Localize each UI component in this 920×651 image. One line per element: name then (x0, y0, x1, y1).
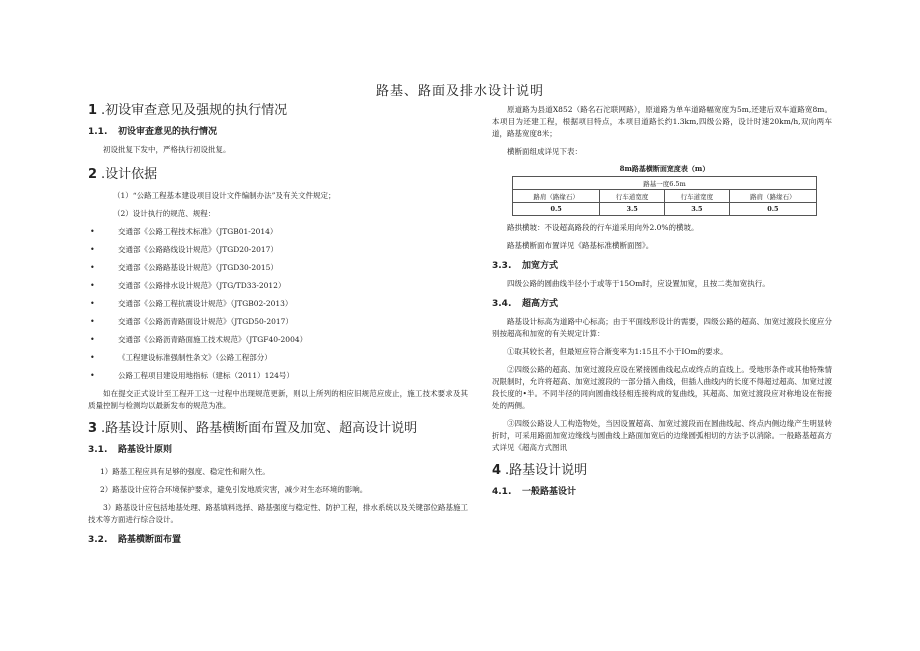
bullet-icon: • (90, 263, 95, 272)
table-title: 8m路基横断面宽度表（m） (619, 164, 710, 173)
section-number: 4.1. (492, 487, 512, 497)
section-title: .路基设计原则、路基横断面布置及加宽、超高设计说明 (101, 421, 418, 436)
section-number: 1.1. (88, 127, 108, 137)
section-title: 一般路基设计 (522, 487, 577, 497)
section-title: 路基设计原则 (118, 445, 173, 455)
paragraph: 原道路为县道X852（路名石沱联网路），原道路为单车道路幅宽度为5m,还建后双车道路宽8m。本项目为还建工程，根据项目特点，本项目道路长约1.3km,四级公路，设计时速20km/h,双向两车道，路基宽度8米； (492, 105, 832, 138)
bullet-icon: • (90, 317, 95, 326)
section-number: 4 (492, 463, 502, 478)
section-title: 加宽方式 (522, 261, 559, 271)
right-column (492, 98, 832, 504)
section-number: 3 (88, 421, 98, 436)
table-header-cell: 行车道宽度 (664, 190, 729, 203)
paragraph: ②四级公路的超高、加宽过渡段应设在紧接圆曲线起点或终点的直线上。受地形条件或其他特殊情况限制时，允许将超高、加宽过渡段的一部分插入曲线，但插人曲线内的长度不得超过超高、加宽过渡段长度的•半。不同半径的同向圆曲线径相连接构成的复曲线，其超高、加宽过渡段应对称地设在衔接处的两侧。 (492, 365, 832, 410)
paragraph: 路基横断面布置详见《路基标准横断面图》。 (507, 241, 654, 250)
paragraph: ③四级公路设人工构造物处，当因设置超高、加宽过渡段而在圆曲线起、终点内侧边缘产生明显转折时，可采用路面加宽边缘线与圆曲线上路面加宽后的边缘圆弧相切的方法予以消除。一般路基超高方式详见《超高方式图讯 (492, 419, 832, 452)
left-column (88, 98, 468, 552)
bullet-icon: • (90, 245, 95, 254)
section-4-1-heading (492, 486, 832, 498)
paragraph: 横断面组成详见下表： (507, 147, 582, 156)
section-number: 3.1. (88, 445, 108, 455)
list-item: • 交通部《公路沥青路面设计规范》（JTGD50-2017） (90, 317, 293, 326)
section-title: 路基横断面布置 (118, 535, 182, 545)
bullet-icon: • (90, 335, 95, 344)
section-2-heading (88, 166, 468, 184)
page-title: 路基、路面及排水设计说明 (375, 84, 544, 99)
list-item: • 公路工程项目建设用地指标（建标（2011）124号） (90, 371, 294, 380)
section-number: 2 (88, 167, 98, 182)
section-3-4-heading (492, 298, 832, 310)
paragraph: 2）路基设计应符合环境保护要求，避免引发地质灾害，减少对生态环境的影响。 (100, 485, 368, 494)
list-item: • 交通部《公路工程抗震设计规范》（JTGB02-2013） (90, 299, 293, 308)
table-header-cell: 路肩（路缘石） (729, 190, 816, 203)
section-3-heading (88, 420, 468, 438)
list-item: • 交通部《公路路线设计规范》（JTGD20-2017） (90, 245, 278, 254)
list-item: • 交通部《公路工程技术标准》（JTGB01-2014） (90, 227, 278, 236)
section-title: .设计依据 (101, 167, 158, 182)
section-title: .初设审查意见及强规的执行情况 (101, 103, 288, 118)
section-1-1-heading (88, 126, 468, 138)
section-title: 初设审查意见的执行情况 (118, 127, 218, 137)
list-item: • 交通部《公路沥青路面施工技术规范》（JTGF40-2004） (90, 335, 308, 344)
paragraph: ①取其较长者，但最短应符合渐变率为1:15且不小于IOm的要求。 (507, 347, 728, 356)
section-title: .路基设计说明 (505, 463, 588, 478)
list-item: • 交通部《公路路基设计规范》（JTGD30-2015） (90, 263, 278, 272)
cross-section-table (512, 176, 817, 216)
paragraph: 四级公路的圆曲线半径小于或等于15Om时，应设置加宽，且按二类加宽执行。 (507, 279, 770, 288)
paragraph: （2）设计执行的规范、规程： (113, 209, 216, 218)
list-item: • 交通部《公路排水设计规范》（JTG/TD33-2012） (90, 281, 286, 290)
list-item: • 《工程建设标准强制性条文》（公路工程部分） (90, 353, 272, 362)
table-row (513, 203, 817, 216)
standards-list (88, 226, 468, 382)
section-1-heading (88, 102, 468, 120)
bullet-icon: • (90, 353, 95, 362)
section-3-1-heading (88, 444, 468, 456)
section-title: 超高方式 (522, 299, 559, 309)
bullet-icon: • (90, 281, 95, 290)
paragraph: 3）路基设计应包括地基处理、路基填料选择、路基强度与稳定性、防护工程，排水系统以及关键部位路基施工技术等方面进行综合设计。 (88, 503, 468, 524)
section-number: 3.3. (492, 261, 512, 271)
bullet-icon: • (90, 299, 95, 308)
paragraph: 路拱横坡：不设超高路段的行车道采用向外2.0%的横坡。 (507, 223, 699, 232)
table-cell: 0.5 (513, 203, 600, 216)
paragraph: 路基设计标高为道路中心标高；由于平面线形设计的需要，四级公路的超高、加宽过渡段长度应分别按超高和加宽的有关规定计算： (492, 317, 832, 338)
section-number: 3.2. (88, 535, 108, 545)
table-span-header: 路基一度6.5m (513, 177, 817, 190)
paragraph: （1）“公路工程基本建设项目设计文件编制办法”及有关文件规定； (113, 191, 336, 200)
paragraph: 1）路基工程应具有足够的强度、稳定性和耐久性。 (100, 467, 270, 476)
paragraph: 初设批复下发中，严格执行初设批复。 (103, 145, 231, 154)
section-3-2-heading (88, 534, 468, 546)
table-row (513, 177, 817, 190)
bullet-icon: • (90, 371, 95, 380)
table-cell: 0.5 (729, 203, 816, 216)
table-cell: 3.5 (664, 203, 729, 216)
table-cell: 3.5 (600, 203, 665, 216)
section-4-heading (492, 462, 832, 480)
table-header-cell: 路肩（路缘石） (513, 190, 600, 203)
paragraph: 如在提交正式设计至工程开工这一过程中出现规范更新，则以上所列的相应旧规范应废止，施工技术要求及其质量控制与检测均以最新发布的规范为准。 (88, 389, 468, 410)
bullet-icon: • (90, 227, 95, 236)
section-number: 3.4. (492, 299, 512, 309)
section-number: 1 (88, 103, 98, 118)
table-header-cell: 行车道宽度 (600, 190, 665, 203)
section-3-3-heading (492, 260, 832, 272)
table-row (513, 190, 817, 203)
